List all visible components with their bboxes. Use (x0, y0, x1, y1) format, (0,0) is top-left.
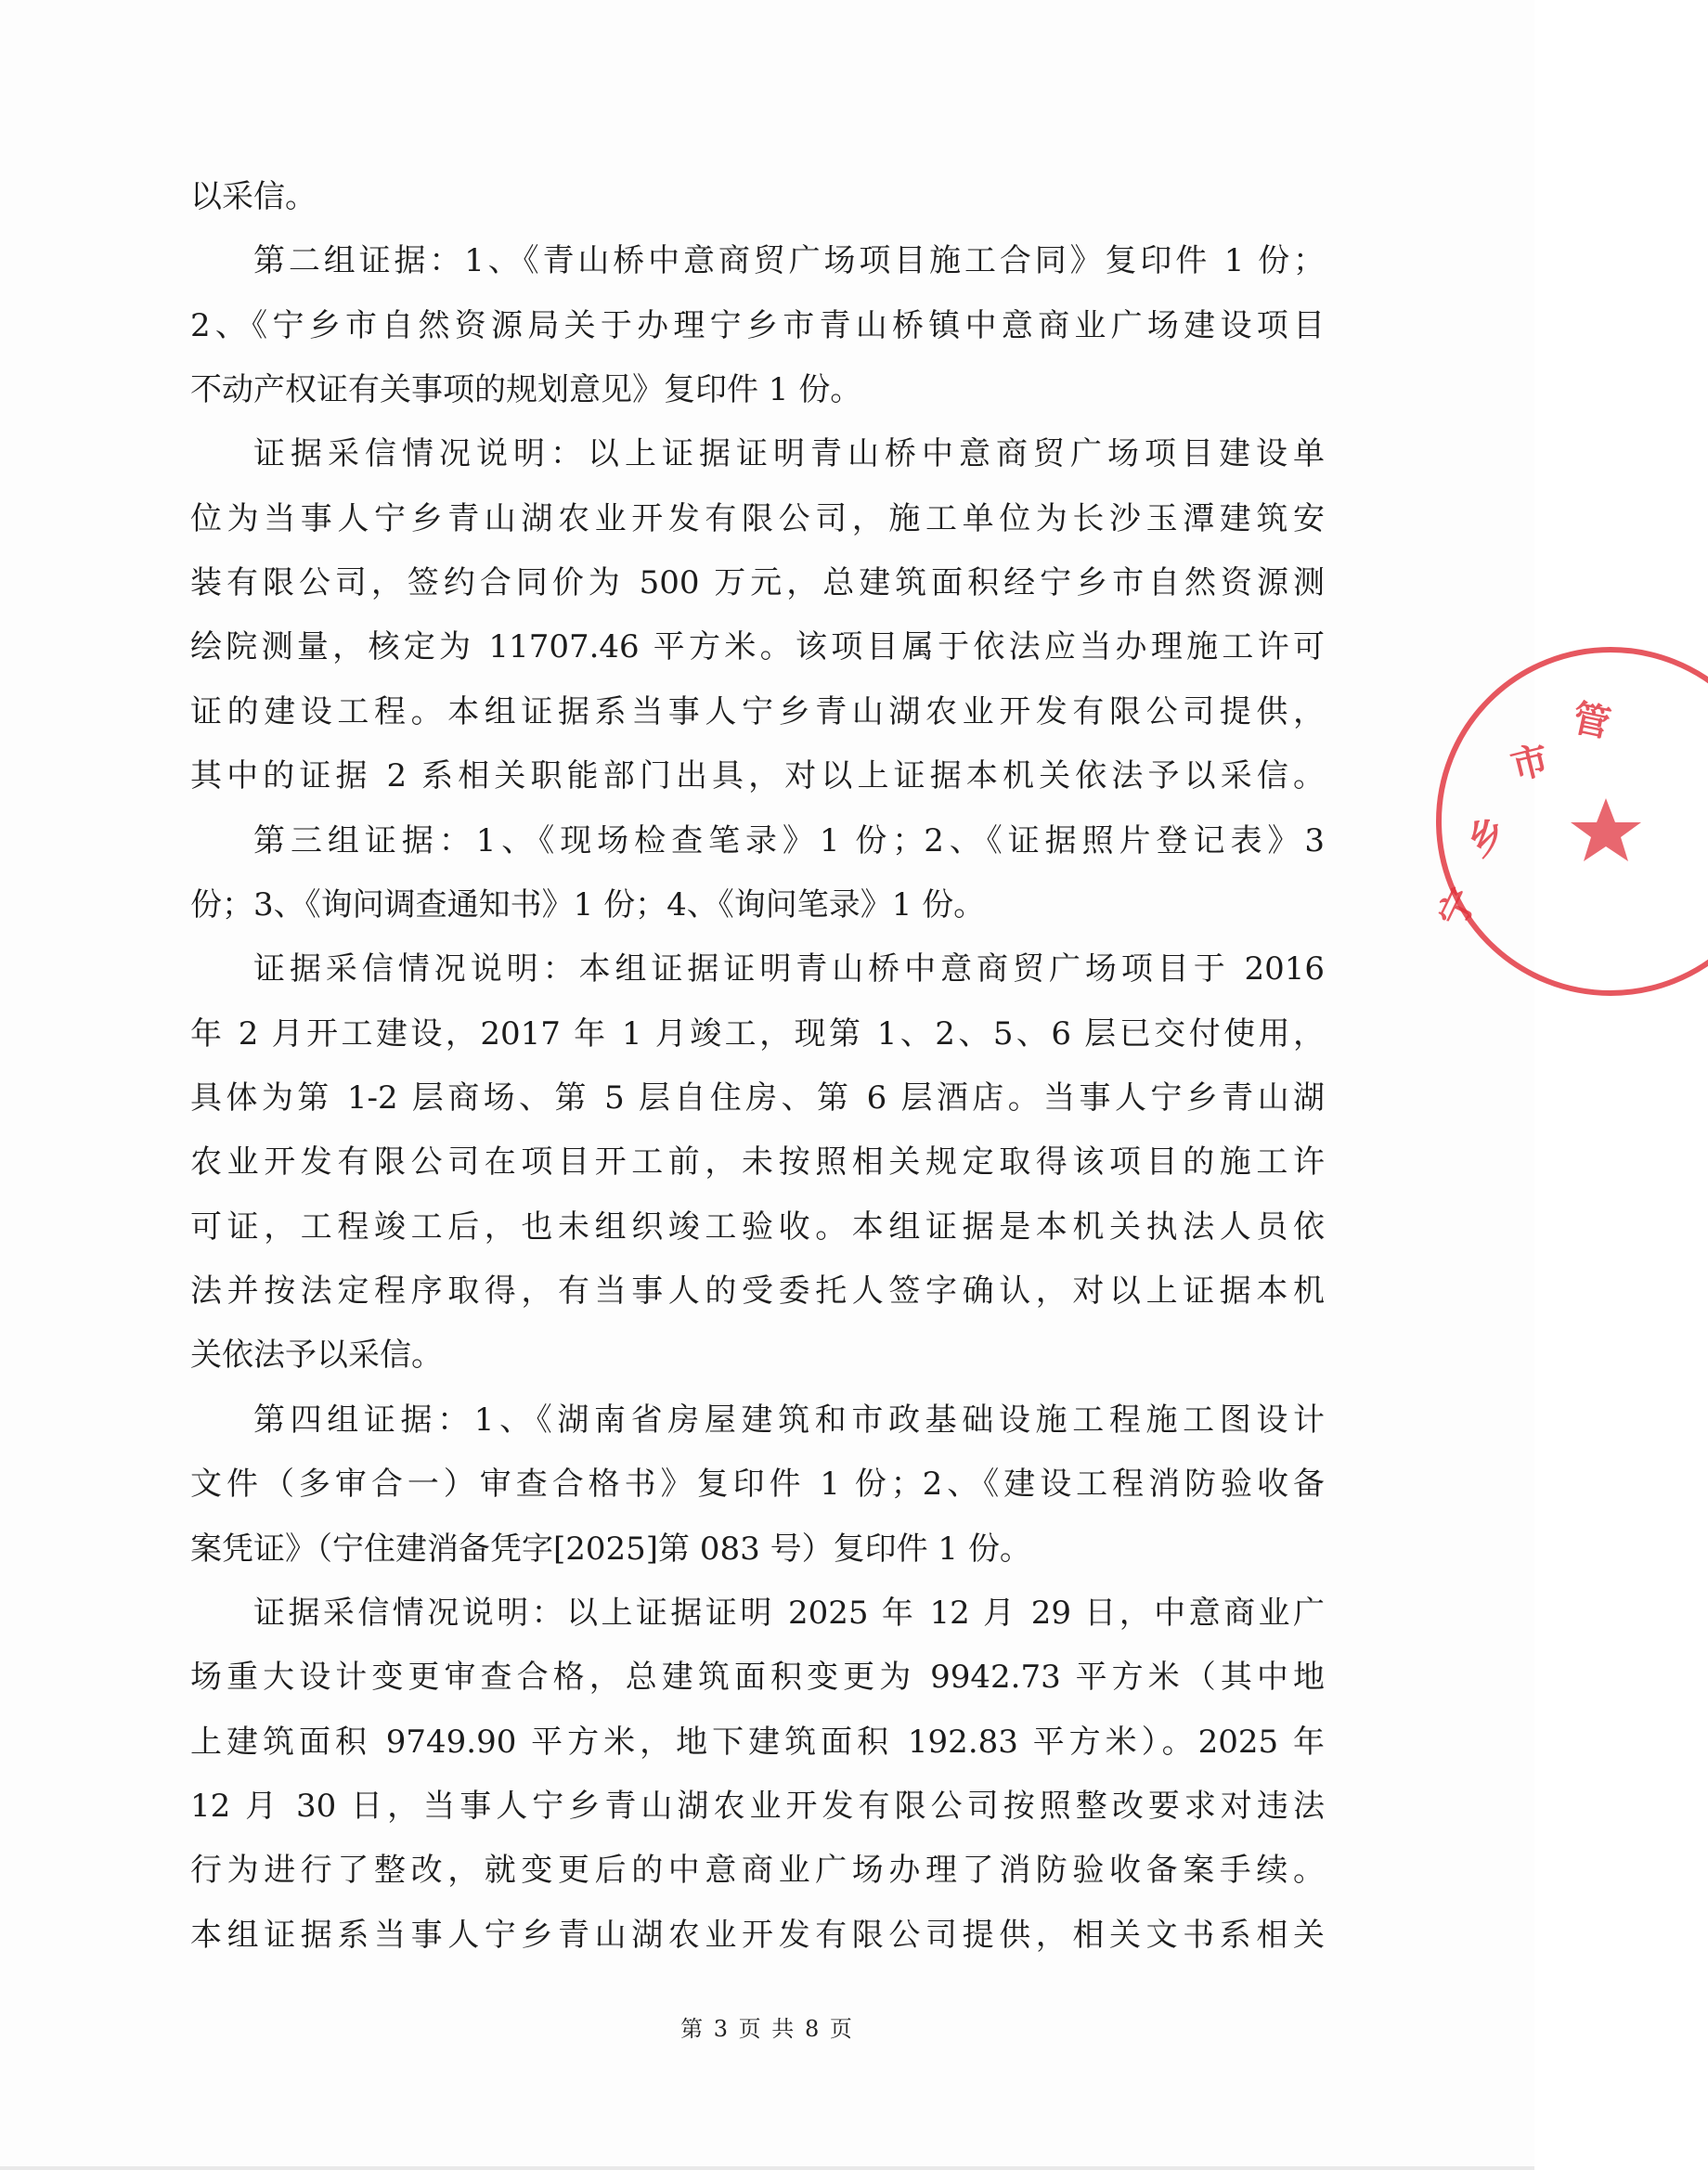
text-line: 场重大设计变更审查合格，总建筑面积变更为 9942.73 平方米（其中地 (190, 1659, 1325, 1696)
text-line: 文件（多审合一）审查合格书》复印件 1 份；2、《建设工程消防验收备 (190, 1466, 1325, 1503)
text-line: 具体为第 1-2 层商场、第 5 层自住房、第 6 层酒店。当事人宁乡青山湖 (190, 1079, 1325, 1117)
svg-text:宁: 宁 (1430, 881, 1486, 935)
page-number-footer: 第 3 页 共 8 页 (680, 2016, 854, 2042)
text-line: 可证，工程竣工后，也未组织竣工验收。本组证据是本机关执法人员依 (190, 1208, 1325, 1246)
text-line: 第三组证据：1、《现场检查笔录》1 份；2、《证据照片登记表》3 (253, 822, 1325, 859)
text-line: 证据采信情况说明：以上证据证明 2025 年 12 月 29 日，中意商业广 (253, 1595, 1325, 1632)
text-line: 第四组证据：1、《湖南省房屋建筑和市政基础设施工程施工图设计 (253, 1401, 1325, 1439)
text-line: 年 2 月开工建设，2017 年 1 月竣工，现第 1、2、5、6 层已交付使用， (190, 1015, 1325, 1053)
text-line: 装有限公司，签约合同价为 500 万元，总建筑面积经宁乡市自然资源测 (190, 564, 1325, 601)
text-line: 份；3、《询问调查通知书》1 份；4、《询问笔录》1 份。 (190, 886, 986, 924)
text-line: 以采信。 (190, 178, 317, 215)
text-line: 不动产权证有关事项的规划意见》复印件 1 份。 (190, 371, 862, 408)
text-line: 其中的证据 2 系相关职能部门出具，对以上证据本机关依法予以采信。 (190, 757, 1325, 794)
text-line: 行为进行了整改，就变更后的中意商业广场办理了消防验收备案手续。 (190, 1852, 1325, 1889)
text-line: 证的建设工程。本组证据系当事人宁乡青山湖农业开发有限公司提供， (190, 693, 1325, 730)
svg-text:市: 市 (1507, 737, 1554, 789)
text-line: 位为当事人宁乡青山湖农业开发有限公司，施工单位为长沙玉潭建筑安 (190, 500, 1325, 537)
text-line: 上建筑面积 9749.90 平方米，地下建筑面积 192.83 平方米）。2025 年 (190, 1724, 1325, 1761)
text-line: 证据采信情况说明：本组证据证明青山桥中意商贸广场项目于 2016 (253, 950, 1325, 988)
text-line: 本组证据系当事人宁乡青山湖农业开发有限公司提供，相关文书系相关 (190, 1917, 1325, 1954)
svg-text:乡: 乡 (1458, 807, 1515, 865)
text-line: 关依法予以采信。 (190, 1337, 443, 1374)
text-line: 12 月 30 日，当事人宁乡青山湖农业开发有限公司按照整改要求对违法 (190, 1788, 1325, 1825)
text-line: 证据采信情况说明：以上证据证明青山桥中意商贸广场项目建设单 (253, 435, 1325, 472)
text-line: 绘院测量，核定为 11707.46 平方米。该项目属于依法应当办理施工许可 (190, 628, 1325, 665)
scan-edge (0, 2166, 1534, 2170)
svg-text:管: 管 (1568, 695, 1614, 747)
text-line: 法并按法定程序取得，有当事人的受委托人签字确认，对以上证据本机 (190, 1272, 1325, 1310)
text-line: 第二组证据：1、《青山桥中意商贸广场项目施工合同》复印件 1 份； (253, 242, 1325, 279)
text-line: 2、《宁乡市自然资源局关于办理宁乡市青山桥镇中意商业广场建设项目 (190, 307, 1325, 344)
text-line: 案凭证》（宁住建消备凭字[2025]第 083 号）复印件 1 份。 (190, 1531, 1031, 1568)
text-line: 农业开发有限公司在项目开工前，未按照相关规定取得该项目的施工许 (190, 1143, 1325, 1181)
official-seal-stamp (1430, 640, 1708, 1002)
